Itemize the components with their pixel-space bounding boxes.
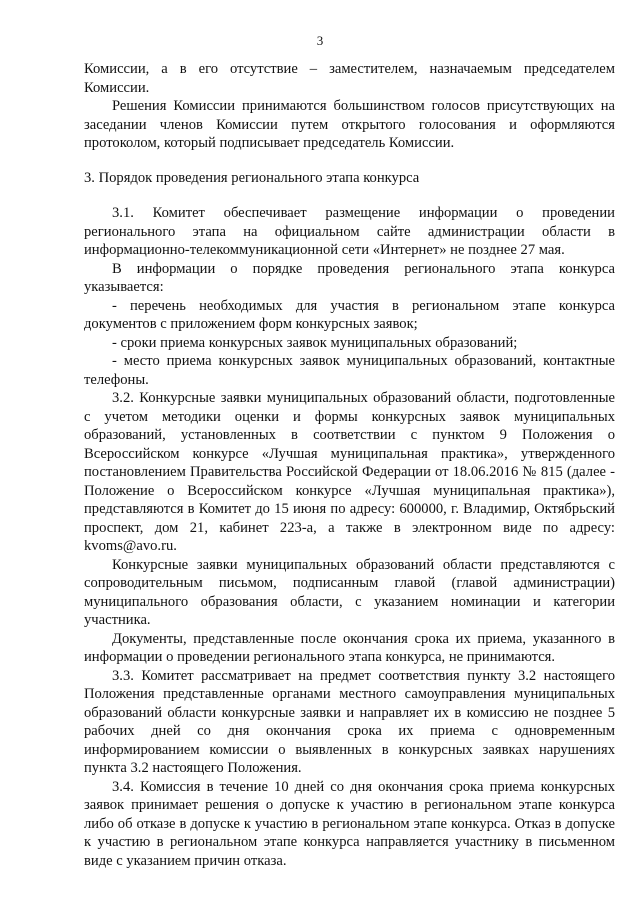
- list-item: - перечень необходимых для участия в региональном этапе конкурса документов с приложением форм конкурсных заявок;: [84, 297, 615, 332]
- list-item: - сроки приема конкурсных заявок муниципальных образований;: [112, 334, 518, 351]
- paragraph-3-1: 3.1. Комитет обеспечивает размещение информации о проведении регионального этапа на официальном сайте администрации области в информационно-телекоммуникационной сети «Интернет» не позднее 27 мая.: [84, 205, 615, 258]
- paragraph-3-4: 3.4. Комиссия в течение 10 дней со дня окончания срока приема конкурсных заявок принимает решения о допуске к участию в региональном этапе конкурса либо об отказе в допуске к участию в региональном этапе конкурса. Отказ в допуске к участию в региональном этапе конкурса направляется участнику в письменном виде с указанием причин отказа.: [84, 778, 615, 869]
- document-body: [84, 60, 615, 870]
- paragraph-3-2: 3.2. Конкурсные заявки муниципальных образований области, подготовленные с учетом методики оценки и формы конкурсных заявок муниципальных образований, установленных в соответствии с пунктом 9 Положения о Всероссийском конкурсе «Лучшая муниципальная практика», утвержденного постановлением Правительства Российской Федерации от 18.06.2016 № 815 (далее - Положение о Всероссийском конкурсе «Лучшая муниципальная практика»), представляются в Комитет до 15 июня по адресу: 600000, г. Владимир, Октябрьский проспект, дом 21, кабинет 223-а, а также в электронном виде по адресу: kvoms@avo.ru.: [84, 390, 615, 554]
- paragraph-cover-letter: Конкурсные заявки муниципальных образований области представляются с сопроводительным письмом, подписанным главой (главой администрации) муниципального образования области, с указанием номинации и категории участника.: [84, 556, 615, 628]
- paragraph-info-intro: В информации о порядке проведения регионального этапа конкурса указывается:: [84, 260, 615, 295]
- section-heading: 3. Порядок проведения регионального этапа конкурса: [84, 169, 420, 186]
- paragraph-3-3: 3.3. Комитет рассматривает на предмет соответствия пункту 3.2 настоящего Положения представленные органами местного самоуправления муниципальных образований области конкурсные заявки и направляет их в комиссию не позднее 5 рабочих дней со дня окончания срока их приема с одновременным информированием комиссии о выявленных в конкурсных заявках нарушениях пункта 3.2 настоящего Положения.: [84, 667, 615, 776]
- paragraph-continuation: Комиссии, а в его отсутствие – заместителем, назначаемым председателем Комиссии.: [84, 61, 615, 96]
- paragraph-decisions: Решения Комиссии принимаются большинством голосов присутствующих на заседании членов Комиссии путем открытого голосования и оформляются протоколом, который подписывает председатель Комиссии.: [84, 98, 615, 151]
- paragraph-late-documents: Документы, представленные после окончания срока их приема, указанного в информации о проведении регионального этапа конкурса, не принимаются.: [84, 630, 615, 665]
- list-item: - место приема конкурсных заявок муниципальных образований, контактные телефоны.: [84, 353, 615, 388]
- page-number: 3: [316, 33, 324, 48]
